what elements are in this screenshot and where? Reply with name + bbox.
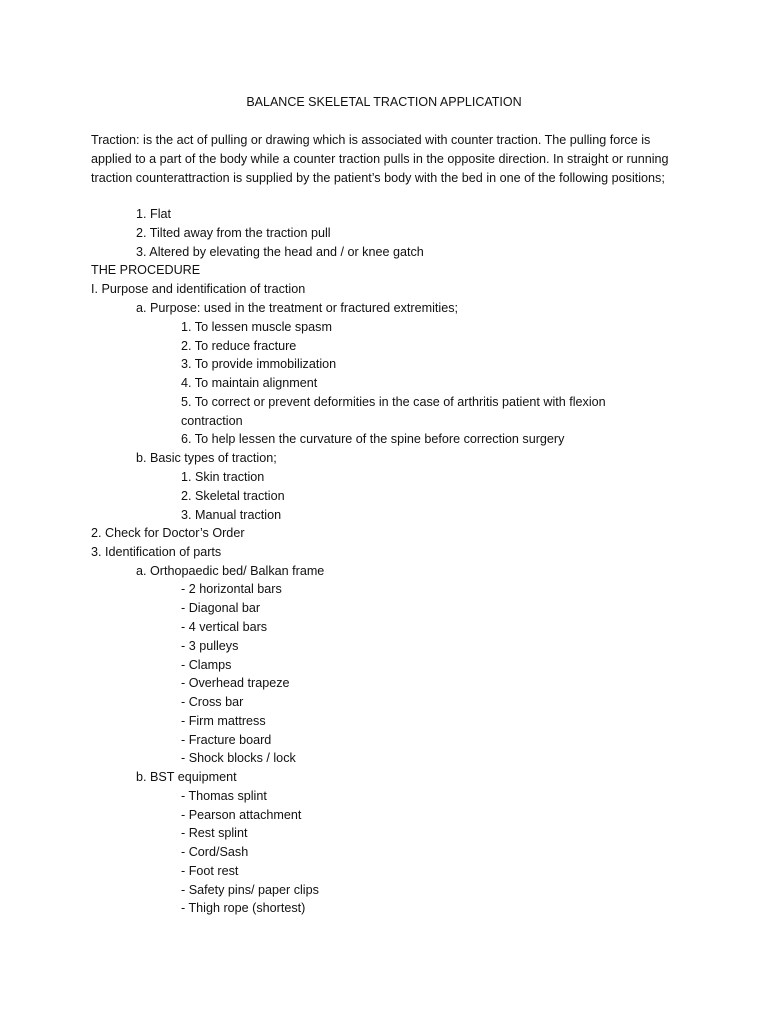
equipment-item: - Foot rest — [181, 864, 239, 878]
subsection-heading: a. Orthopaedic bed/ Balkan frame — [136, 564, 325, 578]
position-item: 2. Tilted away from the traction pull — [136, 226, 331, 240]
section-heading: 3. Identification of parts — [91, 545, 222, 559]
section-heading: 2. Check for Doctor’s Order — [91, 526, 245, 540]
position-item: 1. Flat — [136, 207, 171, 221]
traction-type-item: 2. Skeletal traction — [181, 489, 285, 503]
bed-part-item: - Clamps — [181, 658, 232, 672]
equipment-item: - Thigh rope (shortest) — [181, 901, 306, 915]
purpose-item: 3. To provide immobilization — [181, 357, 337, 371]
bed-part-item: - Overhead trapeze — [181, 676, 290, 690]
equipment-item: - Rest splint — [181, 826, 248, 840]
purpose-item: 6. To help lessen the curvature of the spine before correction surgery — [181, 432, 565, 446]
equipment-item: - Cord/Sash — [181, 845, 249, 859]
bed-part-item: - Cross bar — [181, 695, 244, 709]
subsection-heading: a. Purpose: used in the treatment or fractured extremities; — [136, 301, 458, 315]
procedure-heading: THE PROCEDURE — [91, 263, 201, 277]
traction-type-item: 1. Skin traction — [181, 470, 265, 484]
equipment-item: - Pearson attachment — [181, 808, 302, 822]
subsection-heading: b. BST equipment — [136, 770, 237, 784]
traction-type-item: 3. Manual traction — [181, 508, 282, 522]
purpose-item-continuation: contraction — [181, 414, 243, 428]
position-item: 3. Altered by elevating the head and / or knee gatch — [136, 245, 424, 259]
bed-part-item: - 4 vertical bars — [181, 620, 268, 634]
bed-part-item: - 2 horizontal bars — [181, 582, 282, 596]
equipment-item: - Safety pins/ paper clips — [181, 883, 319, 897]
purpose-item: 4. To maintain alignment — [181, 376, 318, 390]
intro-paragraph: Traction: is the act of pulling or drawing which is associated with counter traction. The pulling force is applied to a part of the body while a counter traction pulls in the opposite direction. In straight or running traction counterattraction is supplied by the patient’s body with the bed in one of the following positions; — [91, 133, 669, 185]
purpose-item: 1. To lessen muscle spasm — [181, 320, 332, 334]
section-heading: I. Purpose and identification of traction — [91, 282, 306, 296]
bed-part-item: - Fracture board — [181, 733, 272, 747]
bed-part-item: - Diagonal bar — [181, 601, 261, 615]
purpose-item: 5. To correct or prevent deformities in the case of arthritis patient with flexion — [181, 395, 606, 409]
purpose-item: 2. To reduce fracture — [181, 339, 297, 353]
equipment-item: - Thomas splint — [181, 789, 267, 803]
bed-part-item: - Firm mattress — [181, 714, 266, 728]
document-title: BALANCE SKELETAL TRACTION APPLICATION — [246, 95, 522, 109]
bed-part-item: - 3 pulleys — [181, 639, 239, 653]
subsection-heading: b. Basic types of traction; — [136, 451, 277, 465]
bed-part-item: - Shock blocks / lock — [181, 751, 296, 765]
